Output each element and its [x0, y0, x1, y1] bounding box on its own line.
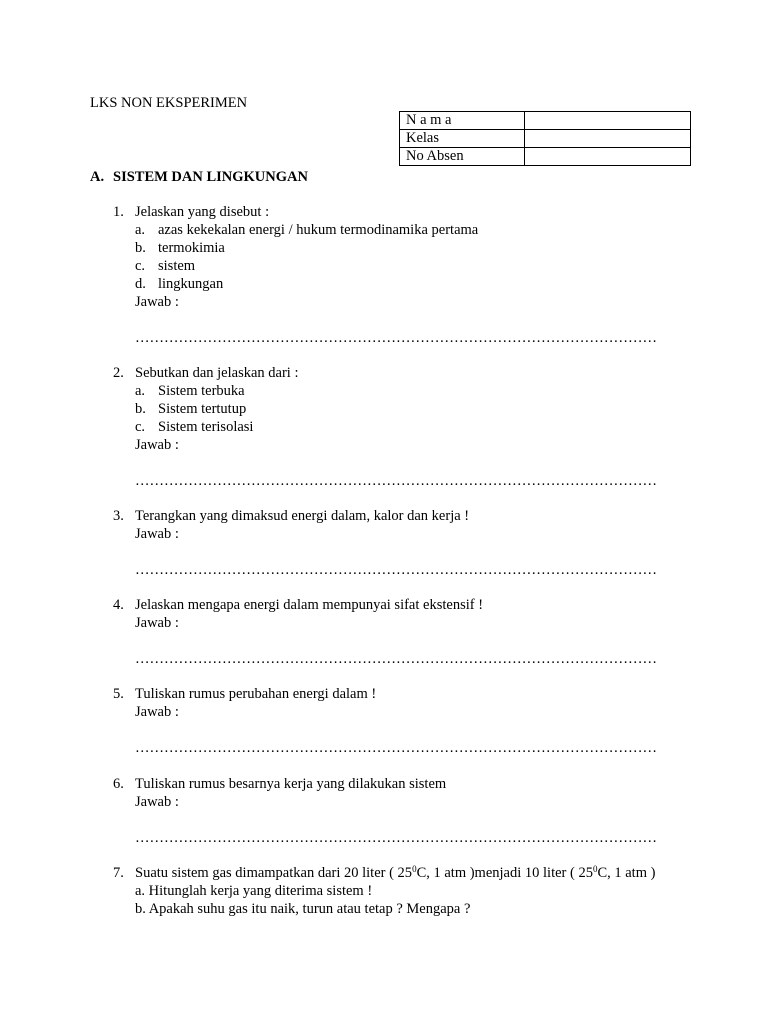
answer-line[interactable]: ……………………………………………………………………………………………… — [135, 562, 657, 578]
list-item: b. termokimia — [135, 240, 225, 256]
section-heading — [90, 168, 308, 186]
question-number: 6. — [113, 776, 124, 792]
question-1 — [113, 203, 657, 347]
answer-line[interactable]: ……………………………………………………………………………………………… — [135, 830, 657, 846]
identity-row-name — [400, 112, 691, 130]
question-text: Tuliskan rumus besarnya kerja yang dilakukan sistem — [135, 776, 447, 792]
question-4 — [113, 596, 657, 668]
identity-value-field[interactable] — [525, 112, 691, 130]
identity-value-field[interactable] — [525, 148, 691, 166]
identity-label: Kelas — [400, 130, 525, 148]
answer-label: Jawab : — [135, 526, 179, 542]
question-7 — [113, 864, 655, 918]
list-item: a. azas kekekalan energi / hukum termodinamika pertama — [135, 222, 479, 238]
answer-line[interactable]: ……………………………………………………………………………………………… — [135, 330, 657, 346]
identity-label: No Absen — [400, 148, 525, 166]
list-item: b. Sistem tertutup — [135, 401, 247, 417]
question-3 — [113, 507, 657, 579]
question-number: 4. — [113, 597, 124, 613]
answer-label: Jawab : — [135, 615, 179, 631]
question-text: Jelaskan yang disebut : — [135, 204, 270, 220]
question-number: 1. — [113, 204, 124, 220]
question-text: Sebutkan dan jelaskan dari : — [135, 365, 299, 381]
question-text: Jelaskan mengapa energi dalam mempunyai sifat ekstensif ! — [135, 597, 484, 613]
answer-line[interactable]: ……………………………………………………………………………………………… — [135, 651, 657, 667]
section-number: A. — [90, 169, 105, 185]
question-number: 2. — [113, 365, 124, 381]
answer-line[interactable]: ……………………………………………………………………………………………… — [135, 740, 657, 756]
question-text: Tuliskan rumus perubahan energi dalam ! — [135, 686, 377, 702]
question-5 — [113, 685, 657, 757]
answer-label: Jawab : — [135, 794, 179, 810]
question-subpart: a. Hitunglah kerja yang diterima sistem ! — [135, 883, 373, 899]
identity-label: N a m a — [400, 112, 525, 130]
answer-label: Jawab : — [135, 437, 179, 453]
question-number: 3. — [113, 508, 124, 524]
list-item: d. lingkungan — [135, 276, 224, 292]
section-title: SISTEM DAN LINGKUNGAN — [113, 169, 308, 185]
document-title: LKS NON EKSPERIMEN — [90, 95, 248, 111]
question-number: 7. — [113, 865, 124, 881]
list-item: c. Sistem terisolasi — [135, 419, 254, 435]
identity-row-class — [400, 130, 691, 148]
question-6 — [113, 775, 657, 847]
identity-row-absence-number — [400, 148, 691, 166]
question-number: 5. — [113, 686, 124, 702]
list-item: c. sistem — [135, 258, 196, 274]
question-subpart: b. Apakah suhu gas itu naik, turun atau tetap ? Mengapa ? — [135, 901, 471, 917]
identity-value-field[interactable] — [525, 130, 691, 148]
question-text: Terangkan yang dimaksud energi dalam, kalor dan kerja ! — [135, 508, 470, 524]
answer-line[interactable]: ……………………………………………………………………………………………… — [135, 473, 657, 489]
question-2 — [113, 364, 657, 490]
student-identity-table — [399, 111, 691, 166]
answer-label: Jawab : — [135, 294, 179, 310]
answer-label: Jawab : — [135, 704, 179, 720]
question-text: Suatu sistem gas dimampatkan dari 20 liter ( $25^0C$, 1 atm )menjadi 10 liter ( $25^0C$, 1 atm ) — [135, 864, 656, 881]
list-item: a. Sistem terbuka — [135, 383, 245, 399]
